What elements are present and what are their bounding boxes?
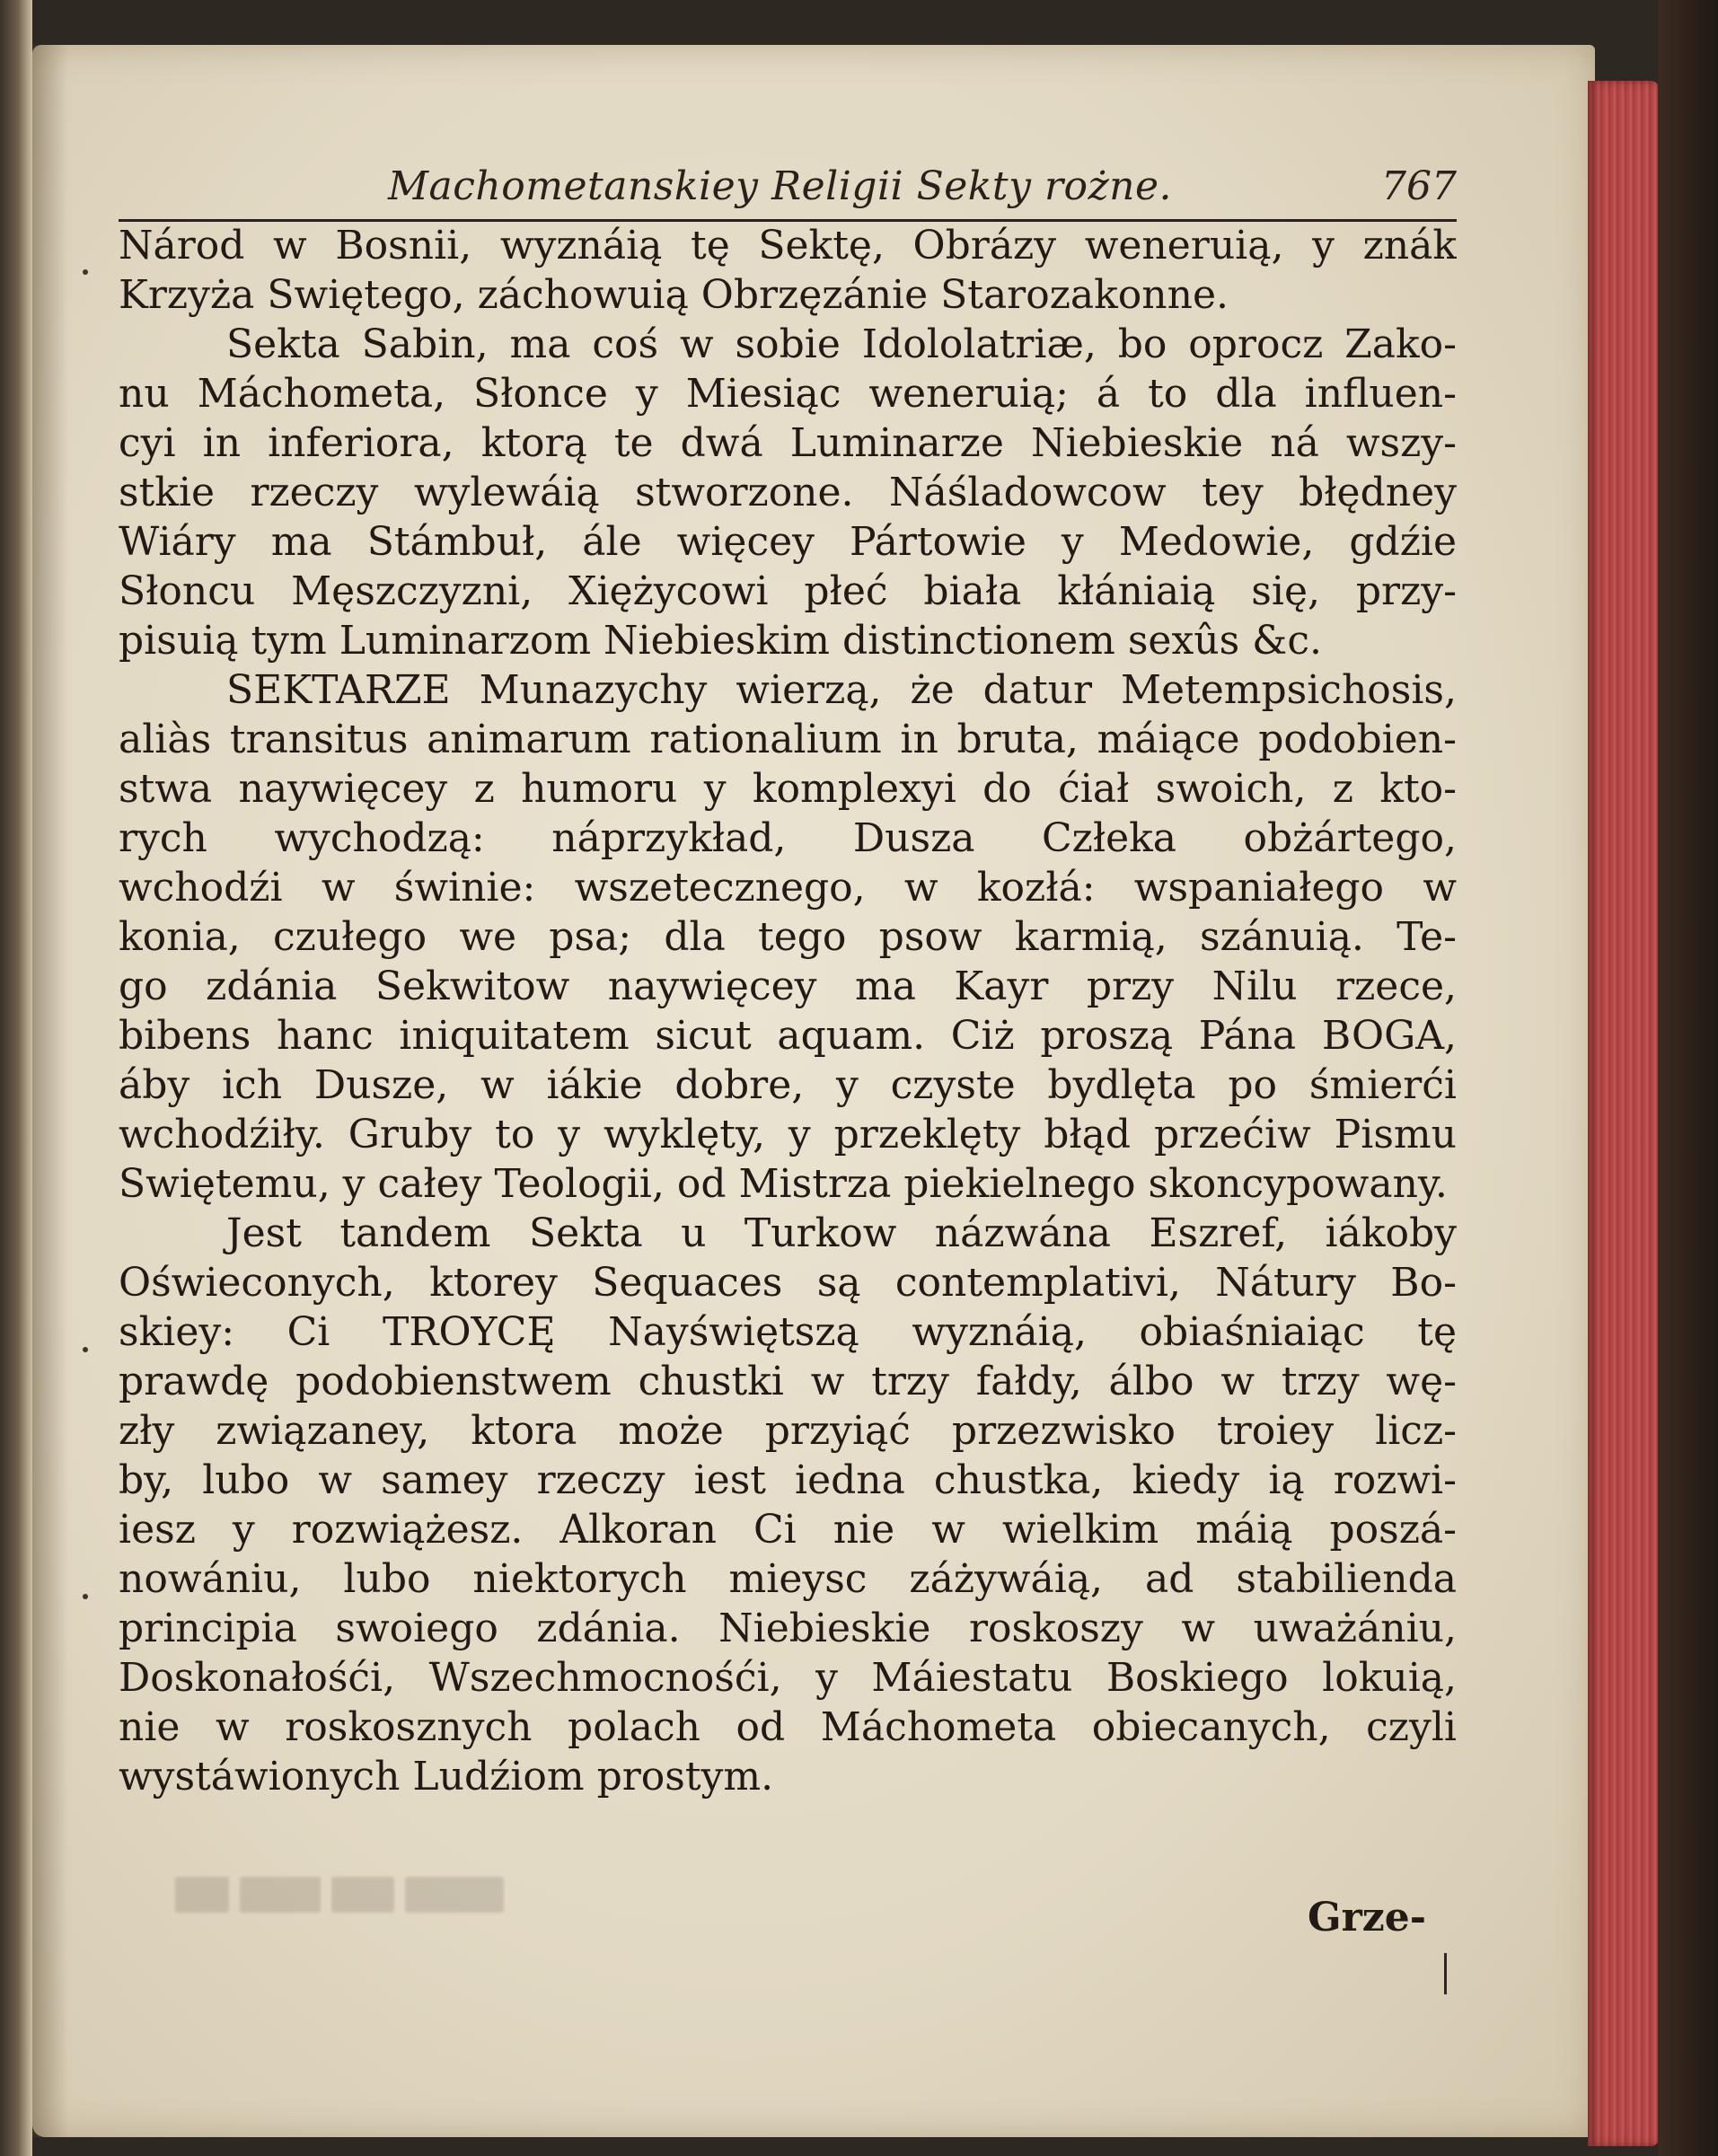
text-line: zły związaney, ktora może przyiąć przezwisko troiey licz- — [119, 1408, 1457, 1454]
text-line: nowániu, lubo niektorych mieysc záżywáią, ad stabilienda — [119, 1556, 1457, 1602]
text-line: prawdę podobienstwem chustki w trzy fałdy, álbo w trzy wę- — [119, 1359, 1457, 1404]
text-line: pisuią tym Luminarzom Niebieskim distinctionem sexûs &c. — [119, 618, 1322, 664]
margin-speck — [83, 1594, 88, 1599]
body-text — [119, 221, 1457, 1801]
text-line: Sekta Sabin, ma coś w sobie Idololatriæ, bo oprocz Zako- — [226, 321, 1457, 367]
text-line: Doskonałośći, Wszechmocnośći, y Máiestatu Boskiego lokuią, — [119, 1655, 1457, 1701]
text-line: wystáwionych Ludźiom prostym. — [119, 1754, 774, 1800]
text-line: wchodźiły. Gruby to y wyklęty, y przeklęty błąd przećiw Pismu — [119, 1112, 1457, 1157]
text-line: Jest tandem Sekta u Turkow názwána Eszref, iákoby — [226, 1210, 1457, 1256]
margin-speck — [83, 269, 88, 275]
text-line: rych wychodzą: náprzykład, Dusza Człeka obżártego, — [119, 815, 1457, 861]
text-line: Národ w Bosnii, wyznáią tę Sektę, Obrázy weneruią, y znák — [119, 223, 1457, 268]
faded-library-stamp — [175, 1877, 552, 1940]
page-number: 767 — [1381, 163, 1457, 209]
margin-speck — [83, 1347, 88, 1352]
page-gutter-shadow — [32, 45, 68, 2137]
text-line: Wiáry ma Stámbuł, ále więcey Pártowie y Medowie, gdźie — [119, 519, 1457, 565]
text-line: aliàs transitus animarum rationalium in bruta, máiące podobien- — [119, 717, 1457, 762]
text-line: stwa naywięcey z humoru y komplexyi do ćiał swoich, z kto- — [119, 766, 1457, 812]
text-line: Słoncu Męszczyzni, Xiężycowi płeć biała kłániaią się, przy- — [119, 568, 1457, 614]
text-line: skiey: Ci TROYCĘ Nayświętszą wyznáią, obiaśniaiąc tę — [119, 1309, 1457, 1355]
margin-mark — [1444, 1953, 1447, 1994]
text-line: áby ich Dusze, w iákie dobre, y czyste bydlęta po śmierći — [119, 1062, 1457, 1108]
text-line: stkie rzeczy wylewáią stworzone. Náśladowcow tey błędney — [119, 470, 1457, 515]
book-spine-edge — [0, 0, 32, 2156]
text-line: Krzyża Swiętego, záchowuią Obrzęzánie Starozakonne. — [119, 272, 1229, 318]
text-line: by, lubo w samey rzeczy iest iedna chustka, kiedy ią rozwi- — [119, 1457, 1457, 1503]
background-shadow — [1658, 0, 1718, 2156]
text-line: Swiętemu, y całey Teologii, od Mistrza piekielnego skoncypowany. — [119, 1161, 1448, 1207]
text-line: bibens hanc iniquitatem sicut aquam. Ciż proszą Pána BOGA, — [119, 1013, 1457, 1059]
running-title: Machometanskiey Religii Sekty rożne. — [388, 163, 1173, 209]
text-line: Oświeconych, ktorey Sequaces są contemplativi, Nátury Bo- — [119, 1260, 1457, 1306]
text-line: konia, czułego we psa; dla tego psow karmią, szánuią. Te- — [119, 914, 1457, 960]
page-header — [119, 162, 1457, 216]
catchword: Grze- — [1308, 1895, 1426, 1940]
text-line: SEKTARZE Munazychy wierzą, że datur Metempsichosis, — [226, 667, 1457, 713]
text-line: principia swoiego zdánia. Niebieskie roskoszy w uważániu, — [119, 1606, 1457, 1651]
text-line: nie w roskosznych polach od Máchometa obiecanych, czyli — [119, 1704, 1457, 1750]
red-page-edges — [1588, 81, 1660, 2146]
text-line: iesz y rozwiążesz. Alkoran Ci nie w wielkim máią poszá- — [119, 1507, 1457, 1553]
text-line: nu Máchometa, Słonce y Miesiąc weneruią; á to dla influen- — [119, 371, 1457, 417]
text-line: cyi in inferiora, ktorą te dwá Luminarze Niebieskie ná wszy- — [119, 420, 1457, 466]
text-line: go zdánia Sekwitow naywięcey ma Kayr przy Nilu rzece, — [119, 964, 1457, 1009]
text-line: wchodźi w świnie: wszetecznego, w kozłá: wspaniałego w — [119, 865, 1457, 911]
